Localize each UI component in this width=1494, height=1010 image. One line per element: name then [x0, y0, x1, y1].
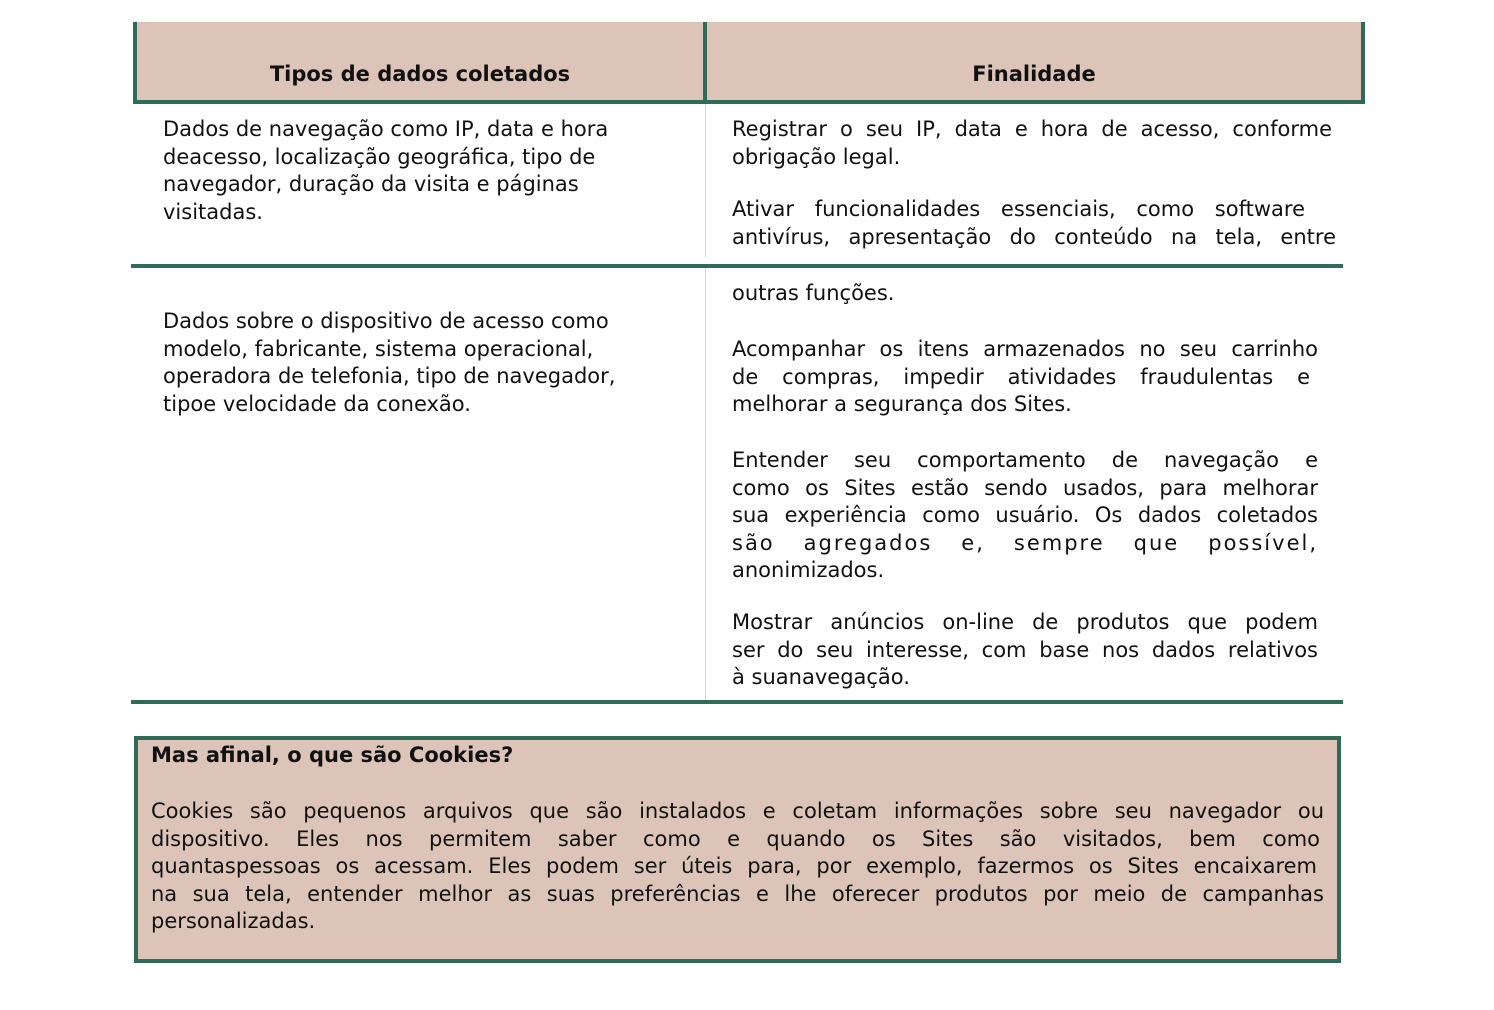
- row2-purpose-2-cont: outras funções.: [732, 281, 895, 305]
- cookies-body: Cookies são pequenos arquivos que são instalados e coletam informações sobre seu navegador ou dispositivo. Eles nos permitem saber como e quando os Sites são visitados, bem como quantaspessoas os acessam. Eles podem ser úteis para, por exemplo, fazermos os Sites encaixarem na sua tela, entender melhor as suas preferências e lhe oferecer produtos por meio de campanhas personalizadas.: [151, 799, 1324, 933]
- row1-purpose-1: Registrar o seu IP, data e hora de acesso, conforme obrigação legal.: [732, 117, 1332, 169]
- header-data-types: Tipos de dados coletados: [269, 62, 571, 86]
- column-divider: [705, 268, 706, 700]
- row2-purpose-4: Entender seu comportamento de navegação e como os Sites estão sendo usados, para melhorar sua experiência como usuário. Os dados coletados são agregados e, sempre que possível, anonimizados.: [732, 448, 1318, 582]
- column-divider: [705, 104, 706, 257]
- header-purpose: Finalidade: [972, 62, 1096, 86]
- row2-purpose-3: Acompanhar os itens armazenados no seu carrinho de compras, impedir atividades fraudulentas e melhorar a segurança dos Sites.: [732, 337, 1318, 416]
- row1-data-type: Dados de navegação como IP, data e hora deacesso, localização geográfica, tipo de navegador, duração da visita e páginas visitadas.: [163, 117, 609, 224]
- row-rule: [131, 264, 1343, 268]
- row2-data-type: Dados sobre o dispositivo de acesso como modelo, fabricante, sistema operacional, operadora de telefonia, tipo de navegador, tipoe velocidade da conexão.: [163, 309, 616, 416]
- row1-purpose-2: Ativar funcionalidades essenciais, como software antivírus, apresentação do conteúdo na tela, entre: [732, 197, 1336, 249]
- cookies-title: Mas afinal, o que são Cookies?: [151, 743, 514, 767]
- row-rule: [131, 700, 1343, 704]
- row2-purpose-5: Mostrar anúncios on-line de produtos que podem ser do seu interesse, com base nos dados relativos à suanavegação.: [732, 610, 1318, 689]
